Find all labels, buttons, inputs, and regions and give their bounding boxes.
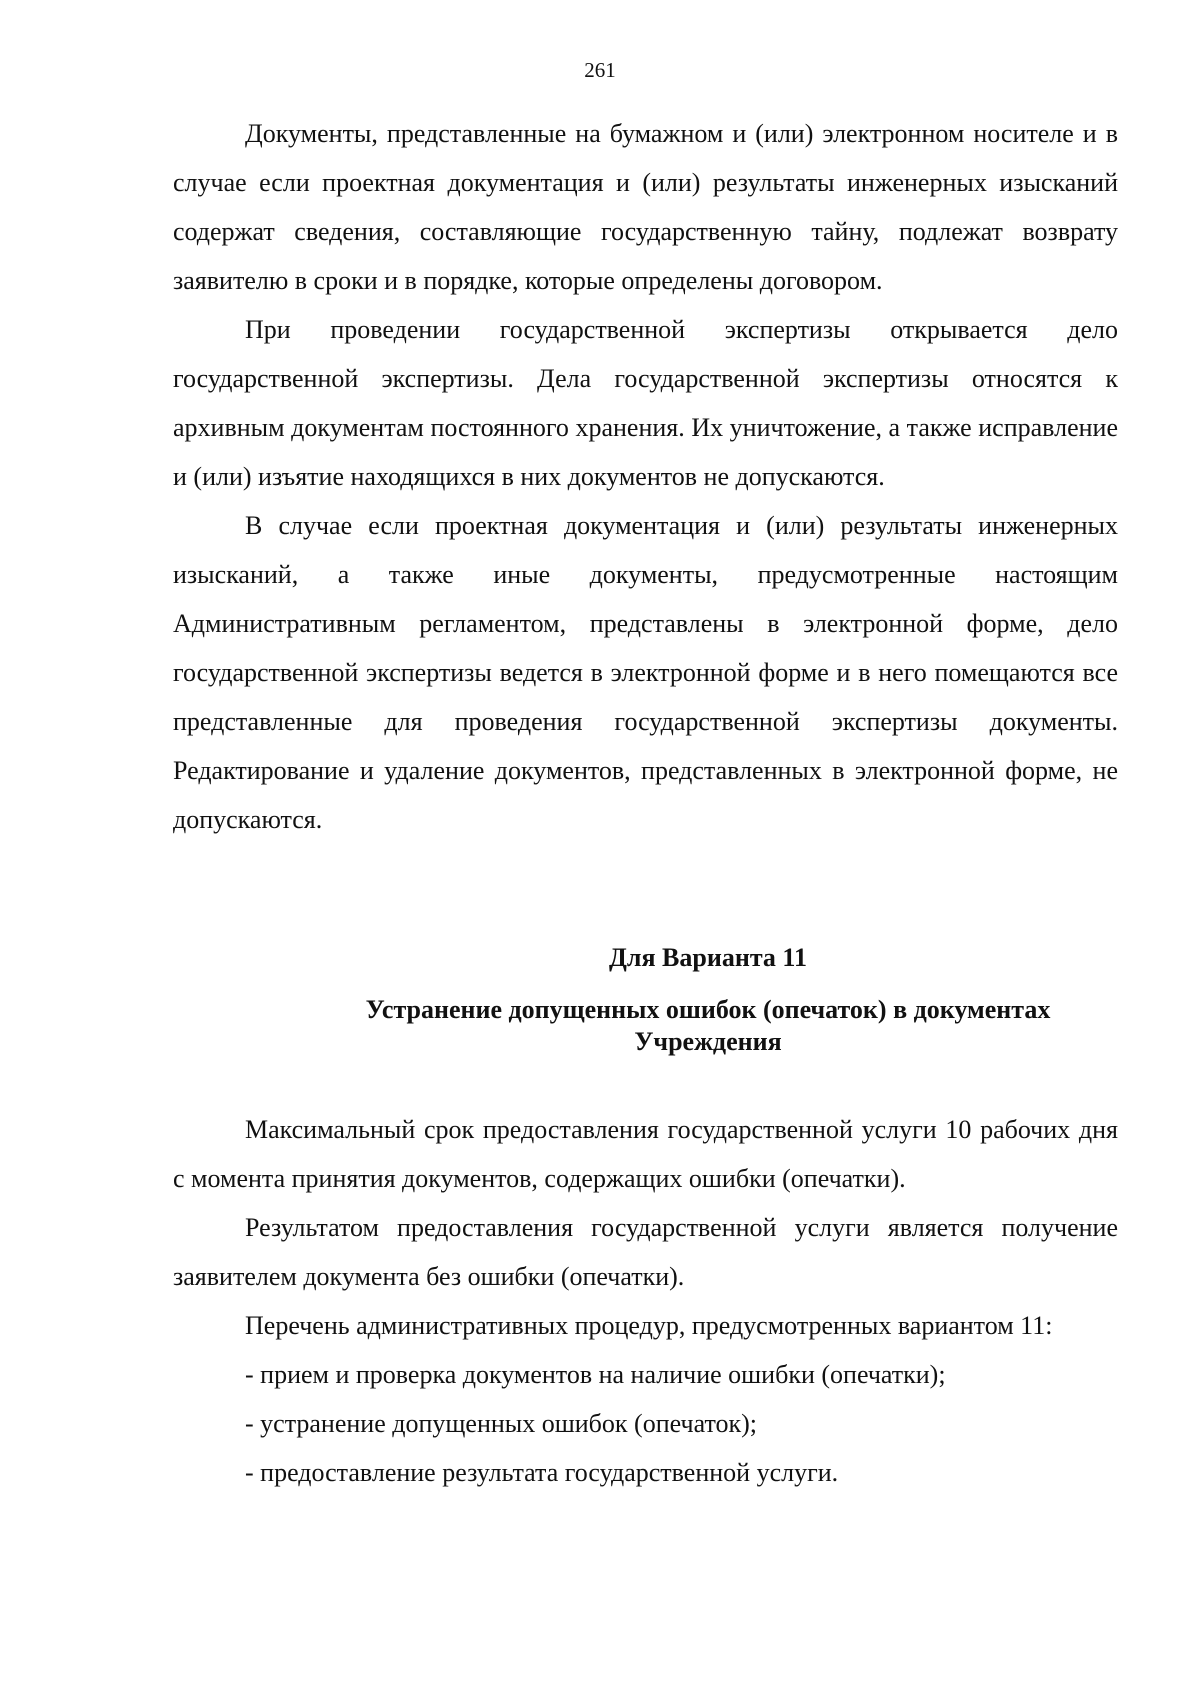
- paragraph-expertise-case: При проведении государственной экспертизы открывается дело государственной экспертизы. Дела государственной экспертизы относятся к архивным документам постоянного хранения. Их уничтожение, а также исправление и (или) изъятие находящихся в них документов не допускаются.: [173, 315, 1118, 491]
- list-item: - прием и проверка документов на наличие ошибки (опечатки);: [245, 1360, 946, 1389]
- paragraph-return-documents: Документы, представленные на бумажном и (или) электронном носителе и в случае если проектная документация и (или) результаты инженерных изысканий содержат сведения, составляющие государственную тайну, подлежат возврату заявителю в сроки и в порядке, которые определены договором.: [173, 119, 1118, 295]
- paragraph-result: Результатом предоставления государственной услуги является получение заявителем документа без ошибки (опечатки).: [173, 1213, 1118, 1291]
- body-text-top: [173, 109, 1118, 844]
- section-heading: [173, 942, 1118, 1058]
- paragraph-electronic-form: В случае если проектная документация и (или) результаты инженерных изысканий, а также иные документы, предусмотренные настоящим Административным регламентом, представлены в электронной форме, дело государственной экспертизы ведется в электронной форме и в него помещаются все представленные для проведения государственной экспертизы документы. Редактирование и удаление документов, представленных в электронной форме, не допускаются.: [173, 511, 1118, 834]
- section-subtitle-line2: Учреждения: [634, 1027, 782, 1056]
- list-item: - устранение допущенных ошибок (опечаток);: [245, 1409, 757, 1438]
- section-subtitle-line1: Устранение допущенных ошибок (опечаток) в документах: [365, 995, 1051, 1024]
- list-item: - предоставление результата государственной услуги.: [245, 1458, 839, 1487]
- section-title: Для Варианта 11: [609, 943, 807, 972]
- body-text-bottom: [173, 1105, 1118, 1497]
- paragraph-procedures-list-intro: Перечень административных процедур, предусмотренных вариантом 11:: [245, 1311, 1053, 1340]
- page-number: 261: [584, 58, 616, 82]
- paragraph-max-term: Максимальный срок предоставления государственной услуги 10 рабочих дня с момента принятия документов, содержащих ошибки (опечатки).: [173, 1115, 1118, 1193]
